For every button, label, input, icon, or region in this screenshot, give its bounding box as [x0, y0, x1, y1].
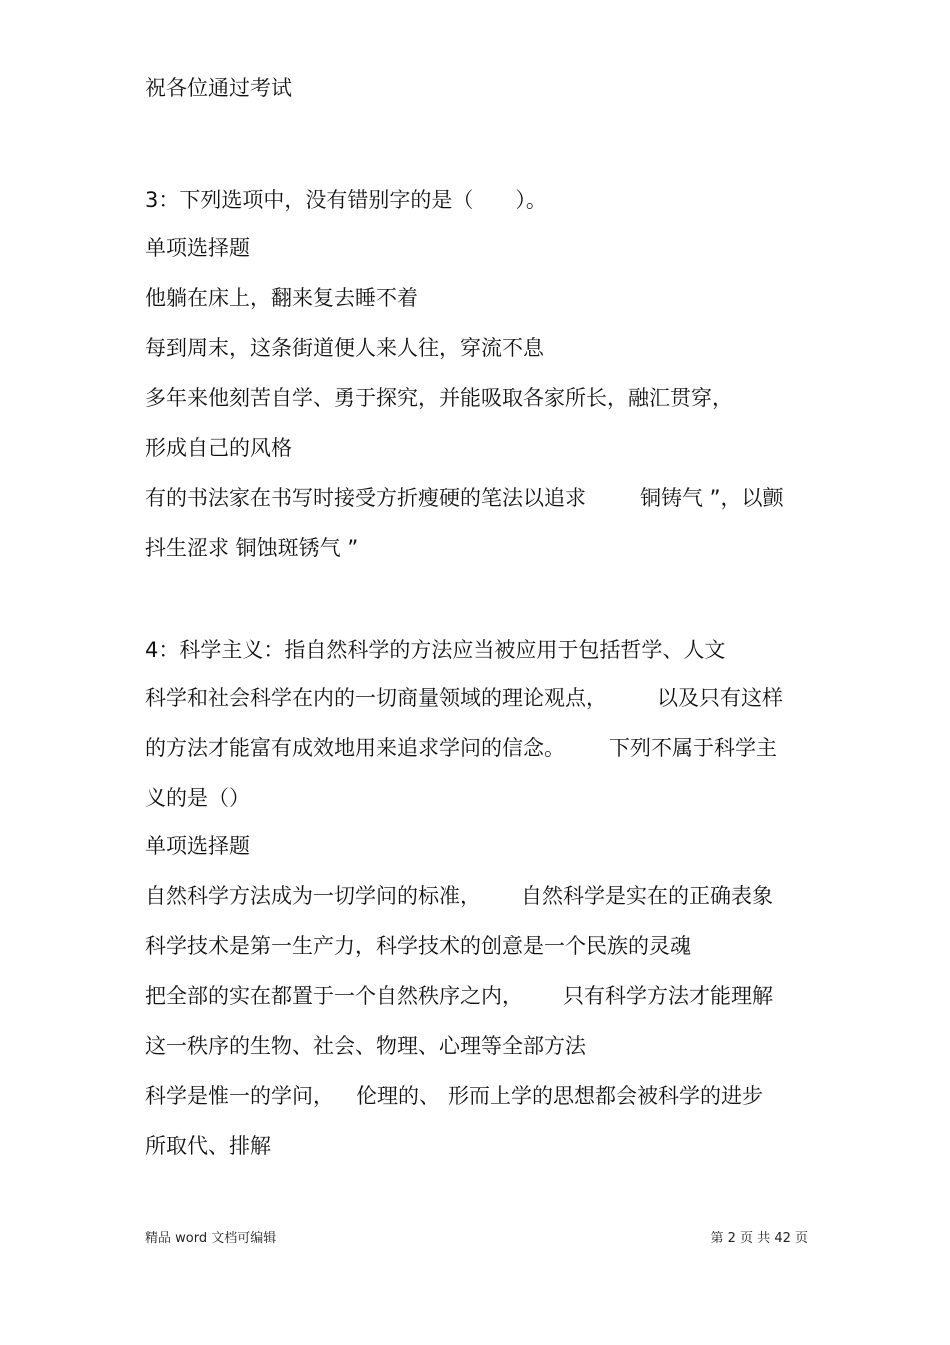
q3-type: 单项选择题	[145, 236, 250, 260]
q4-option-c-part1: 把全部的实在都置于一个自然秩序之内，	[145, 984, 523, 1008]
q4-stem-line3-part1: 的方法才能富有成效地用来追求学问的信念。	[145, 736, 565, 760]
q4-stem-line2-part1: 科学和社会科学在内的一切商量领域的理论观点，	[145, 686, 607, 710]
q4-option-d-line2: 所取代、排解	[145, 1134, 271, 1158]
q3-option-d-line2: 抖生涩求 铜蚀斑锈气 ”	[145, 536, 359, 560]
q4-stem-line3	[145, 734, 777, 762]
q4-stem-line1: 4：科学主义：指自然科学的方法应当被应用于包括哲学、人文	[145, 638, 726, 662]
q3-option-d-line1	[145, 484, 784, 512]
q3-stem: 3：下列选项中，没有错别字的是（ ）。	[145, 188, 547, 212]
q4-stem-line2	[145, 684, 783, 712]
q4-option-d-part2: 伦理的、	[356, 1084, 440, 1108]
q4-stem-line4: 义的是（）	[145, 786, 250, 810]
q3-option-c-line1: 多年来他刻苦自学、勇于探究，并能吸取各家所长，融汇贯穿，	[145, 386, 733, 410]
q3-option-c-line2: 形成自己的风格	[145, 436, 292, 460]
q3-option-d-part1: 有的书法家在书写时接受方折瘦硬的笔法以追求	[145, 486, 586, 510]
q4-option-d-line1	[145, 1082, 763, 1110]
q4-option-d-part1: 科学是惟一的学问，	[145, 1084, 334, 1108]
q4-option-c-line1	[145, 982, 773, 1010]
header-text: 祝各位通过考试	[145, 76, 292, 100]
footer-page-number: 第 2 页 共 42 页	[710, 1231, 808, 1246]
q4-stem-line3-part2: 下列不属于科学主	[609, 736, 777, 760]
q4-option-d-part3: 形而上学的思想都会被科学的进步	[448, 1084, 763, 1108]
q4-stem-line2-part2: 以及只有这样	[657, 686, 783, 710]
q4-option-b: 科学技术是第一生产力，科学技术的创意是一个民族的灵魂	[145, 934, 691, 958]
q4-option-c-line2: 这一秩序的生物、社会、物理、心理等全部方法	[145, 1034, 586, 1058]
q4-option-a	[145, 882, 773, 910]
q3-option-b: 每到周末，这条街道便人来人往，穿流不息	[145, 336, 544, 360]
q4-option-a-part2: 自然科学是实在的正确表象	[521, 884, 773, 908]
q4-option-a-part1: 自然科学方法成为一切学问的标准，	[145, 884, 481, 908]
q3-option-d-part2: 铜铸气 ”，以颤	[640, 486, 784, 510]
q4-option-c-part2: 只有科学方法才能理解	[563, 984, 773, 1008]
q4-type: 单项选择题	[145, 834, 250, 858]
footer-left: 精品 word 文档可编辑	[145, 1231, 277, 1246]
q3-option-a: 他躺在床上，翻来复去睡不着	[145, 286, 418, 310]
